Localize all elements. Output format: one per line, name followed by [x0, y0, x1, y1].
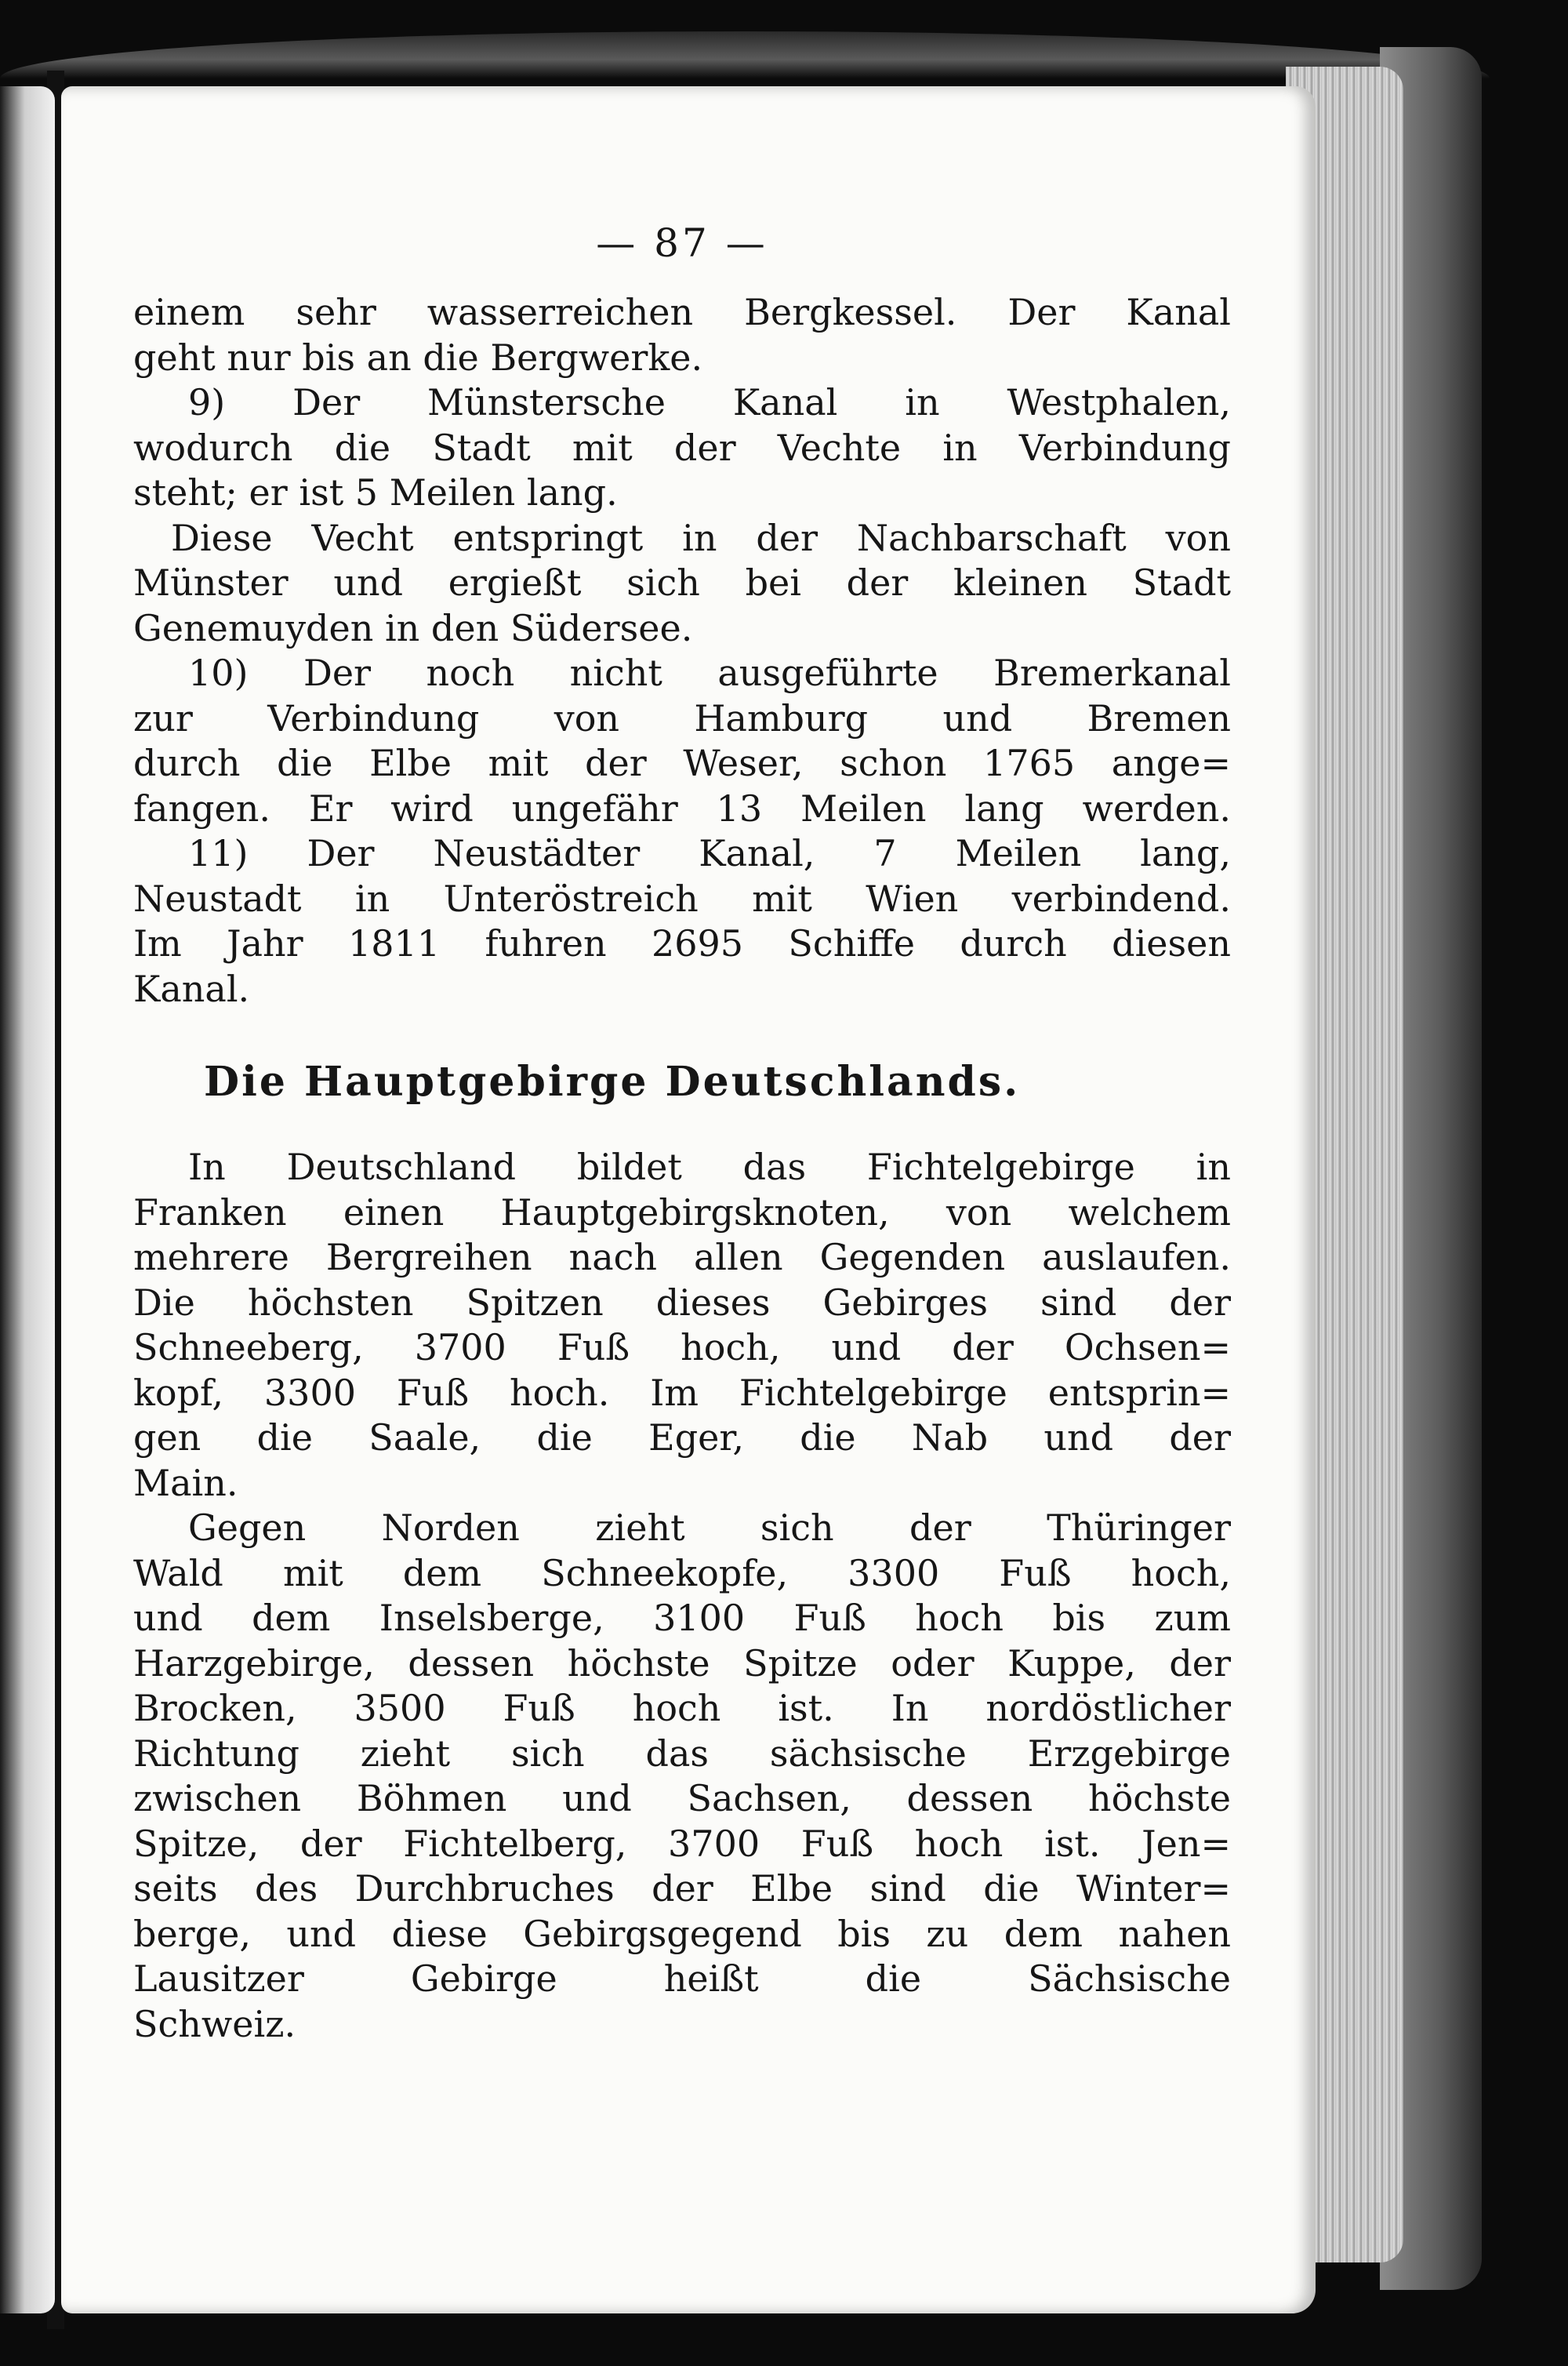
text-line: Kanal. [133, 967, 250, 1010]
text-line: Im Jahr 1811 fuhren 2695 Schiffe durch diesen [133, 922, 1231, 965]
text-line: Münster und ergießt sich bei der kleinen Stadt [133, 562, 1231, 604]
page-text [133, 212, 1231, 2047]
text-line: einem sehr wasserreichen Bergkessel. Der Kanal [133, 291, 1231, 333]
text-line: kopf, 3300 Fuß hoch. Im Fichtelgebirge entsprin= [133, 1371, 1231, 1414]
text-line: zwischen Böhmen und Sachsen, dessen höchste [133, 1777, 1231, 1819]
book-top-edge [0, 31, 1490, 78]
text-line: fangen. Er wird ungefähr 13 Meilen lang werden. [133, 787, 1231, 830]
text-line: und dem Inselsberge, 3100 Fuß hoch bis zum [133, 1597, 1231, 1639]
text-line: berge, und diese Gebirgsgegend bis zu dem nahen [133, 1912, 1231, 1955]
text-line: durch die Elbe mit der Weser, schon 1765 ange= [133, 742, 1231, 784]
text-line: 11) Der Neustädter Kanal, 7 Meilen lang, [188, 832, 1231, 874]
text-line: Wald mit dem Schneekopfe, 3300 Fuß hoch, [133, 1551, 1231, 1594]
text-line: In Deutschland bildet das Fichtelgebirge in [188, 1146, 1231, 1188]
text-line: Schneeberg, 3700 Fuß hoch, und der Ochsen= [133, 1326, 1231, 1368]
text-line: 10) Der noch nicht ausgeführte Bremerkanal [188, 652, 1231, 694]
text-line: mehrere Bergreihen nach allen Gegenden auslaufen. [133, 1236, 1231, 1278]
text-line: Diese Vecht entspringt in der Nachbarschaft von [171, 516, 1231, 559]
text-line: Harzgebirge, dessen höchste Spitze oder Kuppe, der [133, 1641, 1231, 1685]
page-number: — 87 — [596, 220, 768, 266]
text-line: geht nur bis an die Bergwerke. [133, 336, 703, 379]
text-line: Brocken, 3500 Fuß hoch ist. In nordöstlicher [133, 1687, 1231, 1729]
text-line: seits des Durchbruches der Elbe sind die Winter= [133, 1867, 1231, 1910]
top-section [133, 290, 1231, 1012]
text-line: Main. [133, 1461, 238, 1504]
text-line: wodurch die Stadt mit der Vechte in Verbindung [133, 426, 1231, 469]
text-line: gen die Saale, die Eger, die Nab und der [133, 1416, 1231, 1459]
text-line: Schweiz. [133, 2002, 296, 2045]
text-line: Richtung zieht sich das sächsische Erzgebirge [133, 1732, 1231, 1775]
book-page [61, 86, 1316, 2313]
text-line: Spitze, der Fichtelberg, 3700 Fuß hoch ist. Jen= [133, 1822, 1231, 1865]
text-line: steht; er ist 5 Meilen lang. [133, 471, 618, 514]
section-heading: Die Hauptgebirge Deutschlands. [204, 1058, 1021, 1106]
text-line: Die höchsten Spitzen dieses Gebirges sind der [133, 1281, 1231, 1324]
text-line: Neustadt in Unteröstreich mit Wien verbindend. [133, 877, 1231, 920]
bottom-section [133, 1145, 1231, 2047]
text-line: Lausitzer Gebirge heißt die Sächsische [133, 1957, 1231, 2000]
text-line: 9) Der Münstersche Kanal in Westphalen, [188, 381, 1231, 423]
text-line: zur Verbindung von Hamburg und Bremen [133, 696, 1231, 740]
text-line: Franken einen Hauptgebirgsknoten, von welchem [133, 1190, 1231, 1234]
text-line: Gegen Norden zieht sich der Thüringer [188, 1506, 1231, 1549]
previous-page-sliver [0, 86, 55, 2313]
text-line: Genemuyden in den Südersee. [133, 606, 693, 649]
